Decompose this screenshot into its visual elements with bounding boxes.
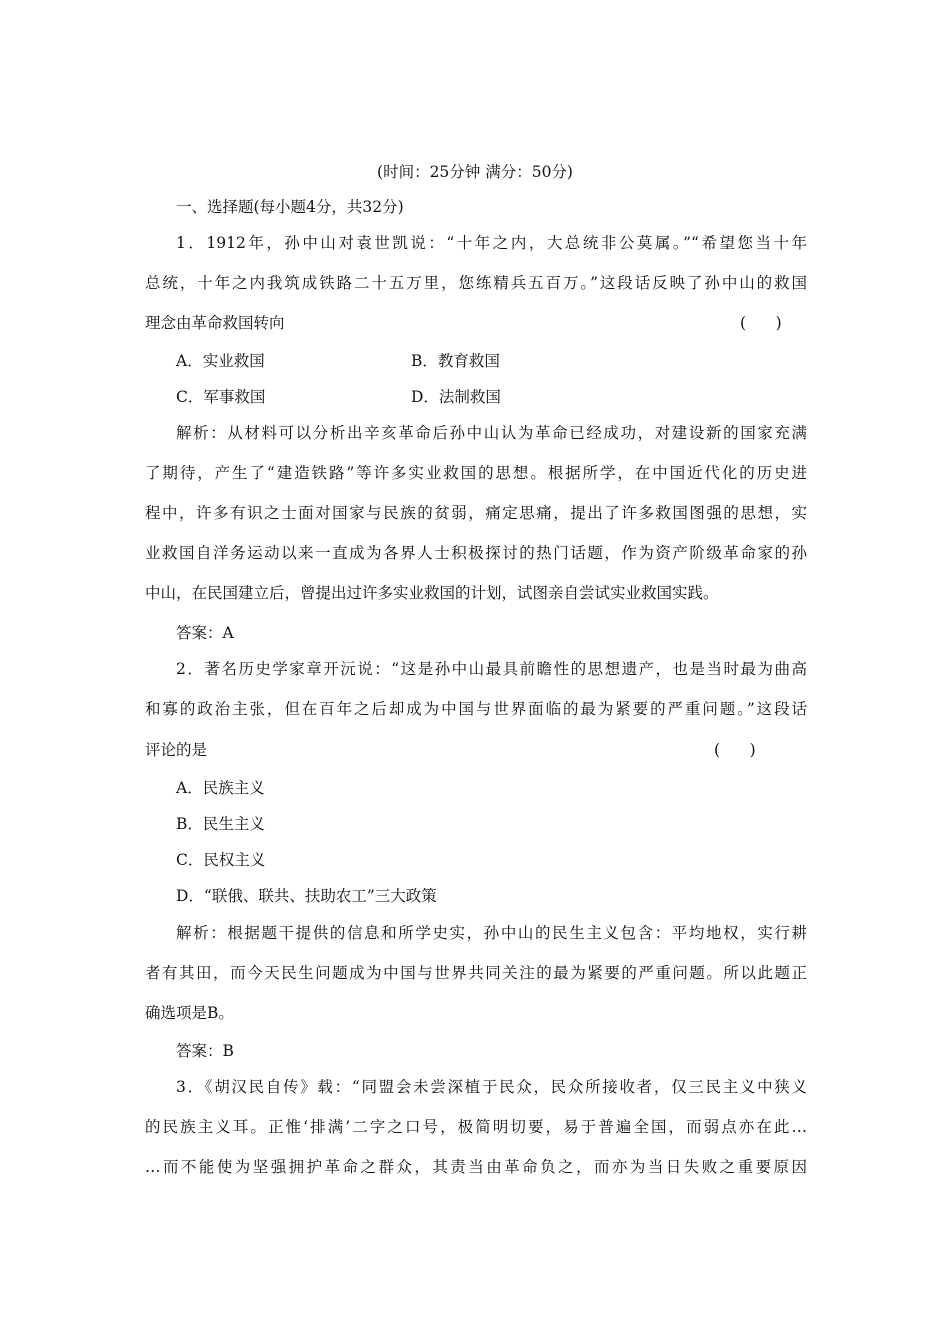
q3-stem-line2: 的民族主义耳。正惟‘排满’二字之口号，极简明切要，易于普遍全国，而弱点亦在此… xyxy=(145,1118,807,1136)
q3-stem-line3: …而不能使为坚强拥护革命之群众，其责当由革命负之，而亦为当日失败之重要原因 xyxy=(145,1158,807,1176)
q1-stem-line3: 理念由革命救国转向 xyxy=(145,314,285,332)
q1-stem-line1: 1．1912年，孙中山对袁世凯说：“十年之内，大总统非公莫属。”“希望您当十年 xyxy=(176,234,807,252)
q1-option-b: B．教育救国 xyxy=(411,352,500,370)
time-info: (时间：25分钟 满分：50分) xyxy=(377,163,573,181)
q1-option-c: C．军事救国 xyxy=(176,388,266,406)
q1-stem-line2: 总统，十年之内我筑成铁路二十五万里，您练精兵五百万。”这段话反映了孙中山的救国 xyxy=(145,274,807,292)
q1-analysis-line4: 业救国自洋务运动以来一直成为各界人士积极探讨的热门话题，作为资产阶级革命家的孙 xyxy=(145,544,807,562)
q1-analysis-line3: 程中，许多有识之士面对国家与民族的贫弱，痛定思痛，提出了许多救国图强的思想，实 xyxy=(145,504,807,522)
q2-option-b: B．民生主义 xyxy=(176,815,265,833)
q3-stem-line1: 3．《胡汉民自传》载：“同盟会未尝深植于民众，民众所接收者，仅三民主义中狭义 xyxy=(176,1078,807,1096)
section-title: 一、选择题(每小题4分，共32分) xyxy=(176,198,404,216)
q2-analysis-line1: 解析：根据题干提供的信息和所学史实，孙中山的民生主义包含：平均地权，实行耕 xyxy=(176,924,807,942)
q1-option-d: D．法制救国 xyxy=(411,388,501,406)
q1-option-a: A．实业救国 xyxy=(176,352,265,370)
q1-analysis-line2: 了期待，产生了“建造铁路”等许多实业救国的思想。根据所学，在中国近代化的历史进 xyxy=(145,464,807,482)
q2-answer-blank: ( ) xyxy=(714,741,756,759)
q1-analysis-line5: 中山，在民国建立后，曾提出过许多实业救国的计划，试图亲自尝试实业救国实践。 xyxy=(145,584,719,602)
q1-answer: 答案：A xyxy=(176,624,234,642)
q2-option-d: D．“联俄、联共、扶助农工”三大政策 xyxy=(176,887,437,905)
q1-analysis-line1: 解析：从材料可以分析出辛亥革命后孙中山认为革命已经成功，对建设新的国家充满 xyxy=(176,424,807,442)
q2-option-c: C．民权主义 xyxy=(176,851,266,869)
q2-analysis-line3: 确选项是B。 xyxy=(145,1004,234,1022)
q2-analysis-line2: 者有其田，而今天民生问题成为中国与世界共同关注的最为紧要的严重问题。所以此题正 xyxy=(145,964,807,982)
q2-stem-line1: 2．著名历史学家章开沅说：“这是孙中山最具前瞻性的思想遗产，也是当时最为曲高 xyxy=(176,660,807,678)
q2-option-a: A．民族主义 xyxy=(176,779,265,797)
q1-answer-blank: ( ) xyxy=(740,314,782,332)
q2-stem-line2: 和寡的政治主张，但在百年之后却成为中国与世界面临的最为紧要的严重问题。”这段话 xyxy=(145,700,807,718)
q2-stem-line3: 评论的是 xyxy=(145,741,208,759)
q2-answer: 答案：B xyxy=(176,1042,234,1060)
